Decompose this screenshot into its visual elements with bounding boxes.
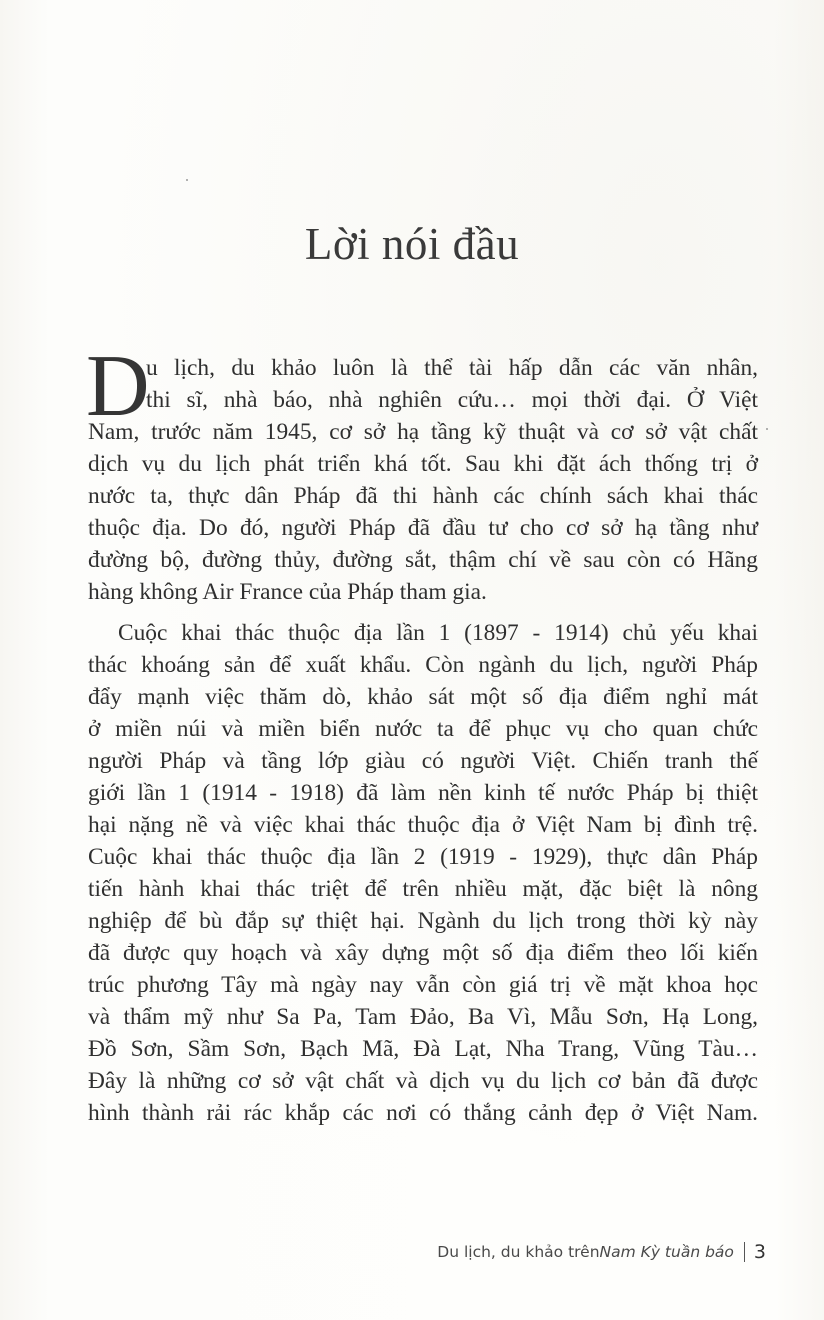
text-line: hại nặng nề và việc khai thác thuộc địa ở Việt Nam bị đình trệ. [88,812,758,838]
text-line: hàng không Air France của Pháp tham gia. [88,579,487,605]
text-line: người Pháp và tầng lớp giàu có người Việt. Chiến tranh thế [88,748,758,774]
text-line: hình thành rải rác khắp các nơi có thắng cảnh đẹp ở Việt Nam. [88,1100,758,1126]
text-line: u lịch, du khảo luôn là thể tài hấp dẫn các văn nhân, [146,355,758,381]
text-line: Đồ Sơn, Sầm Sơn, Bạch Mã, Đà Lạt, Nha Trang, Vũng Tàu… [88,1036,758,1062]
text-line: nghiệp để bù đắp sự thiệt hại. Ngành du lịch trong thời kỳ này [88,908,758,934]
text-line: thi sĩ, nhà báo, nhà nghiên cứu… mọi thời đại. Ở Việt [146,387,758,413]
text-line: Cuộc khai thác thuộc địa lần 1 (1897 - 1914) chủ yếu khai [118,620,758,646]
running-footer [437,1241,766,1263]
book-title-prefix: Du lịch, du khảo trên [437,1243,600,1261]
text-line: đẩy mạnh việc thăm dò, khảo sát một số địa điểm nghỉ mát [88,684,758,710]
text-line: nước ta, thực dân Pháp đã thi hành các chính sách khai thác [88,483,758,509]
footer-divider [744,1242,745,1262]
text-line: Cuộc khai thác thuộc địa lần 2 (1919 - 1929), thực dân Pháp [88,844,758,870]
text-line: trúc phương Tây mà ngày nay vẫn còn giá trị về mặt khoa học [88,972,758,998]
text-line: và thẩm mỹ như Sa Pa, Tam Đảo, Ba Vì, Mẫu Sơn, Hạ Long, [88,1004,758,1030]
text-line: dịch vụ du lịch phát triển khá tốt. Sau khi đặt ách thống trị ở [88,451,758,477]
text-line: thuộc địa. Do đó, người Pháp đã đầu tư cho cơ sở hạ tầng như [88,515,758,541]
text-line: tiến hành khai thác triệt để trên nhiều mặt, đặc biệt là nông [88,876,758,902]
paper-speck [186,179,188,181]
paper-speck [766,428,768,430]
text-line: ở miền núi và miền biển nước ta để phục vụ cho quan chức [88,716,758,742]
chapter-title: Lời nói đầu [304,219,520,269]
drop-cap: D [86,338,150,435]
text-line: giới lần 1 (1914 - 1918) đã làm nền kinh tế nước Pháp bị thiệt [88,780,758,806]
book-title-italic: Nam Kỳ tuần báo [599,1243,734,1261]
page-number: 3 [753,1241,766,1263]
text-line: đường bộ, đường thủy, đường sắt, thậm chí về sau còn có Hãng [88,547,758,573]
text-line: Nam, trước năm 1945, cơ sở hạ tầng kỹ thuật và cơ sở vật chất [88,419,758,445]
text-line: đã được quy hoạch và xây dựng một số địa điểm theo lối kiến [88,940,758,966]
text-line: thác khoáng sản để xuất khẩu. Còn ngành du lịch, người Pháp [88,652,758,678]
text-line: Đây là những cơ sở vật chất và dịch vụ du lịch cơ bản đã được [88,1068,758,1094]
